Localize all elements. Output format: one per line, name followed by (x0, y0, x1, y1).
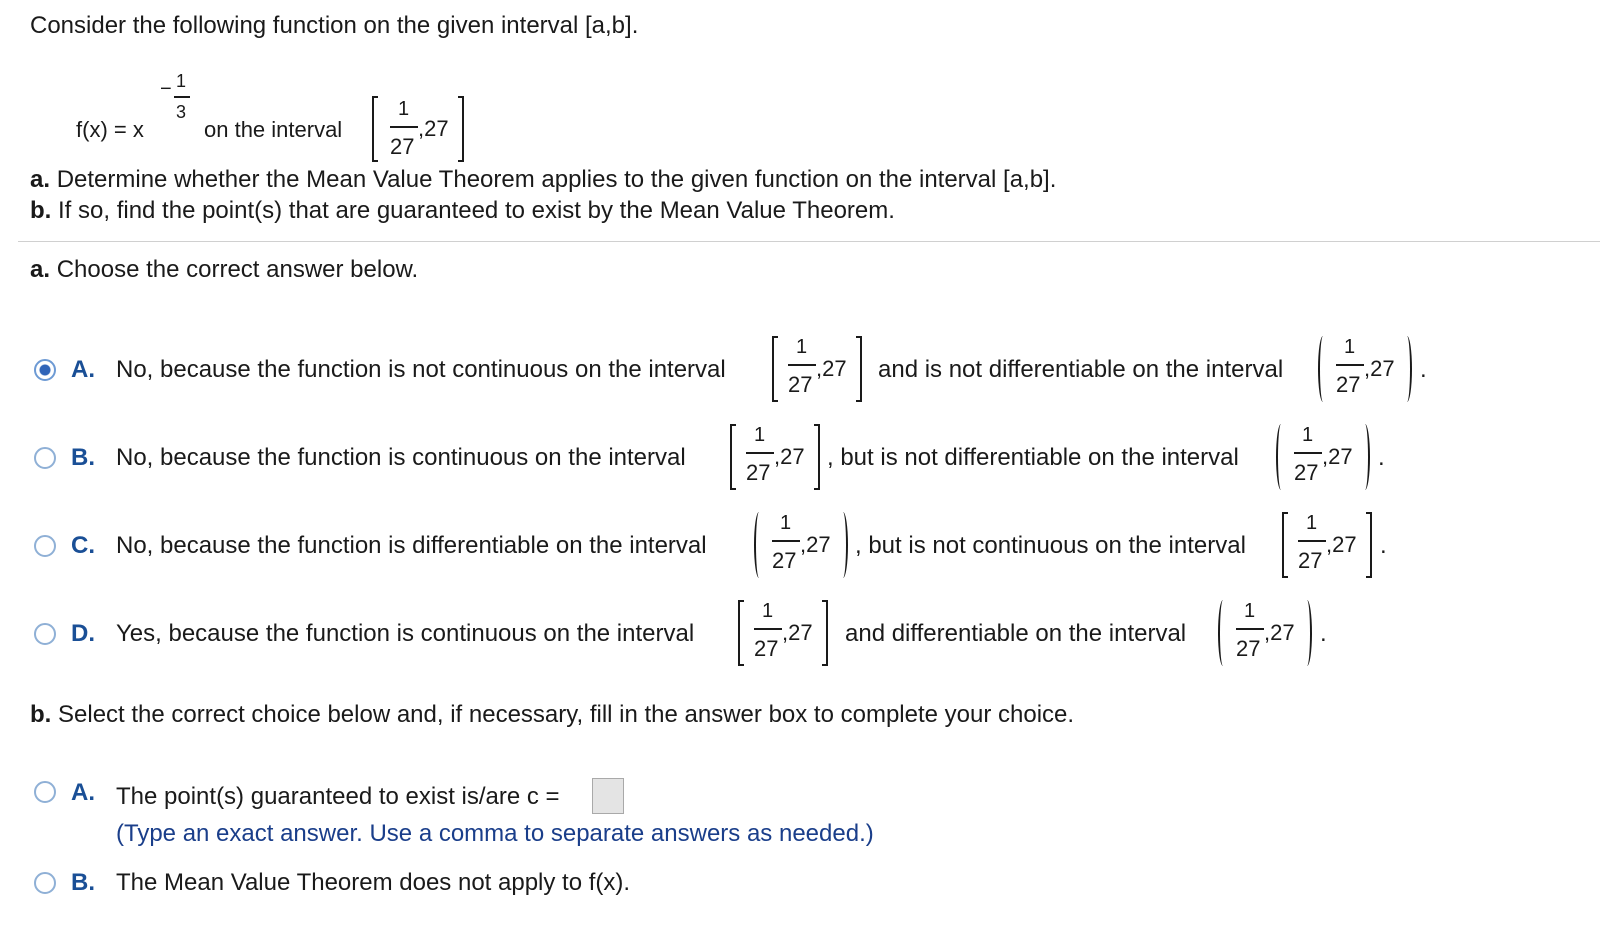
interval-denominator: 27 (1336, 372, 1361, 397)
option-a-end: . (1420, 356, 1427, 383)
radio-option-a[interactable] (34, 359, 56, 381)
radio-option-d[interactable] (34, 623, 56, 645)
part-a-statement (30, 166, 1056, 194)
right-bracket (458, 96, 464, 162)
answer-hint: (Type an exact answer. Use a comma to separate answers as needed.) (116, 820, 874, 847)
answer-input[interactable] (592, 778, 624, 814)
interval-numerator: 1 (1306, 512, 1318, 534)
interval-upper: ,27 (1326, 532, 1357, 557)
option-a-letter[interactable]: A. (71, 356, 95, 383)
option-d-letter[interactable]: D. (71, 620, 95, 647)
interval-fraction-bar (1336, 364, 1364, 366)
option-c-text1[interactable]: No, because the function is differentiable on the interval (116, 532, 707, 559)
interval-denominator: 27 (772, 548, 797, 573)
interval-upper: ,27 (1264, 620, 1295, 645)
option-b-text1[interactable]: No, because the function is continuous on the interval (116, 444, 686, 471)
section-a-prompt-text: Choose the correct answer below. (56, 256, 419, 283)
interval-fraction-bar (1294, 452, 1322, 454)
option-d-interval-open (1218, 600, 1328, 668)
option-a-interval-closed (772, 336, 872, 404)
interval-denominator: 27 (1294, 460, 1319, 485)
left-paren (1318, 336, 1328, 402)
right-bracket (1366, 512, 1372, 578)
interval-denominator: 27 (1236, 636, 1261, 661)
interval-fraction-bar (746, 452, 774, 454)
section-a-prompt (30, 256, 418, 284)
interval-fraction-bar (788, 364, 816, 366)
left-paren (1218, 600, 1228, 666)
option-a-text2[interactable]: and is not differentiable on the interval (878, 356, 1284, 383)
interval-numerator: 1 (796, 336, 808, 358)
option-d-text2[interactable]: and differentiable on the interval (845, 620, 1187, 647)
interval-upper: ,27 (800, 532, 831, 557)
left-bracket (772, 336, 778, 402)
section-a-label: a. (30, 256, 51, 283)
right-bracket (856, 336, 862, 402)
option-b-b-text[interactable]: The Mean Value Theorem does not apply to f(x). (116, 869, 631, 896)
interval-upper: ,27 (1322, 444, 1353, 469)
part-b-statement (30, 197, 895, 225)
right-bracket (814, 424, 820, 490)
option-b-interval-closed (730, 424, 830, 492)
option-c-end: . (1380, 532, 1387, 559)
exponent-fraction-bar (174, 96, 190, 98)
right-paren (1360, 424, 1370, 490)
exponent-sign: − (160, 78, 172, 100)
option-c-text2[interactable]: , but is not continuous on the interval (855, 532, 1246, 559)
left-bracket (1282, 512, 1288, 578)
interval-numerator: 1 (780, 512, 792, 534)
interval-fraction-bar (1298, 540, 1326, 542)
interval-denominator: 27 (754, 636, 779, 661)
option-d-interval-closed (738, 600, 838, 668)
part-a-text: Determine whether the Mean Value Theorem applies to the given function on the interval [a,b]. (56, 166, 1057, 193)
left-paren (1276, 424, 1286, 490)
interval-numerator: 1 (754, 424, 766, 446)
option-b-interval-open (1276, 424, 1386, 492)
part-b-text: If so, find the point(s) that are guaranteed to exist by the Mean Value Theorem. (58, 197, 895, 224)
interval-denominator: 27 (1298, 548, 1323, 573)
interval-numerator: 1 (1244, 600, 1256, 622)
option-c-interval-closed (1282, 512, 1382, 580)
interval-upper: ,27 (418, 116, 449, 141)
interval-numerator: 1 (1302, 424, 1314, 446)
radio-option-c[interactable] (34, 535, 56, 557)
question-intro: Consider the following function on the given interval [a,b]. (30, 12, 639, 39)
interval-denominator: 27 (746, 460, 771, 485)
left-paren (754, 512, 764, 578)
option-c-letter[interactable]: C. (71, 532, 95, 559)
option-d-text1[interactable]: Yes, because the function is continuous on the interval (116, 620, 695, 647)
interval-upper: ,27 (782, 620, 813, 645)
interval-numerator: 1 (762, 600, 774, 622)
option-d-end: . (1320, 620, 1327, 647)
option-b-end: . (1378, 444, 1385, 471)
on-interval-text: on the interval (204, 117, 343, 142)
section-b-prompt (30, 701, 1074, 729)
option-b-a-text[interactable]: The point(s) guaranteed to exist is/are c = (116, 783, 560, 810)
left-bracket (730, 424, 736, 490)
right-bracket (822, 600, 828, 666)
interval-fraction-bar (390, 126, 418, 128)
part-b-label: b. (30, 197, 52, 224)
left-bracket (372, 96, 378, 162)
interval-denominator: 27 (390, 134, 415, 159)
part-a-label: a. (30, 166, 51, 193)
radio-option-b[interactable] (34, 447, 56, 469)
interval-numerator: 1 (398, 98, 410, 120)
option-a-text1[interactable]: No, because the function is not continuous on the interval (116, 356, 726, 383)
interval-upper: ,27 (774, 444, 805, 469)
right-paren (838, 512, 848, 578)
interval-upper: ,27 (816, 356, 847, 381)
radio-option-b-a[interactable] (34, 781, 56, 803)
radio-option-b-b[interactable] (34, 872, 56, 894)
right-paren (1302, 600, 1312, 666)
exponent-numerator: 1 (176, 71, 187, 91)
section-b-label: b. (30, 701, 52, 728)
left-bracket (738, 600, 744, 666)
option-c-interval-open (754, 512, 864, 580)
option-b-a-letter[interactable]: A. (71, 779, 95, 806)
function-lhs: f(x) = x (76, 117, 144, 142)
interval-fraction-bar (1236, 628, 1264, 630)
section-b-prompt-text: Select the correct choice below and, if necessary, fill in the answer box to complete your choice. (58, 701, 1075, 728)
option-b-text2[interactable]: , but is not differentiable on the interval (827, 444, 1239, 471)
right-paren (1402, 336, 1412, 402)
exponent-denominator: 3 (176, 102, 187, 122)
interval-fraction-bar (754, 628, 782, 630)
interval-upper: ,27 (1364, 356, 1395, 381)
interval-fraction-bar (772, 540, 800, 542)
option-b-letter[interactable]: B. (71, 444, 95, 471)
option-a-interval-open (1318, 336, 1428, 404)
interval-denominator: 27 (788, 372, 813, 397)
header-interval (372, 96, 472, 164)
divider (18, 241, 1600, 242)
interval-numerator: 1 (1344, 336, 1356, 358)
option-b-b-letter[interactable]: B. (71, 869, 95, 896)
